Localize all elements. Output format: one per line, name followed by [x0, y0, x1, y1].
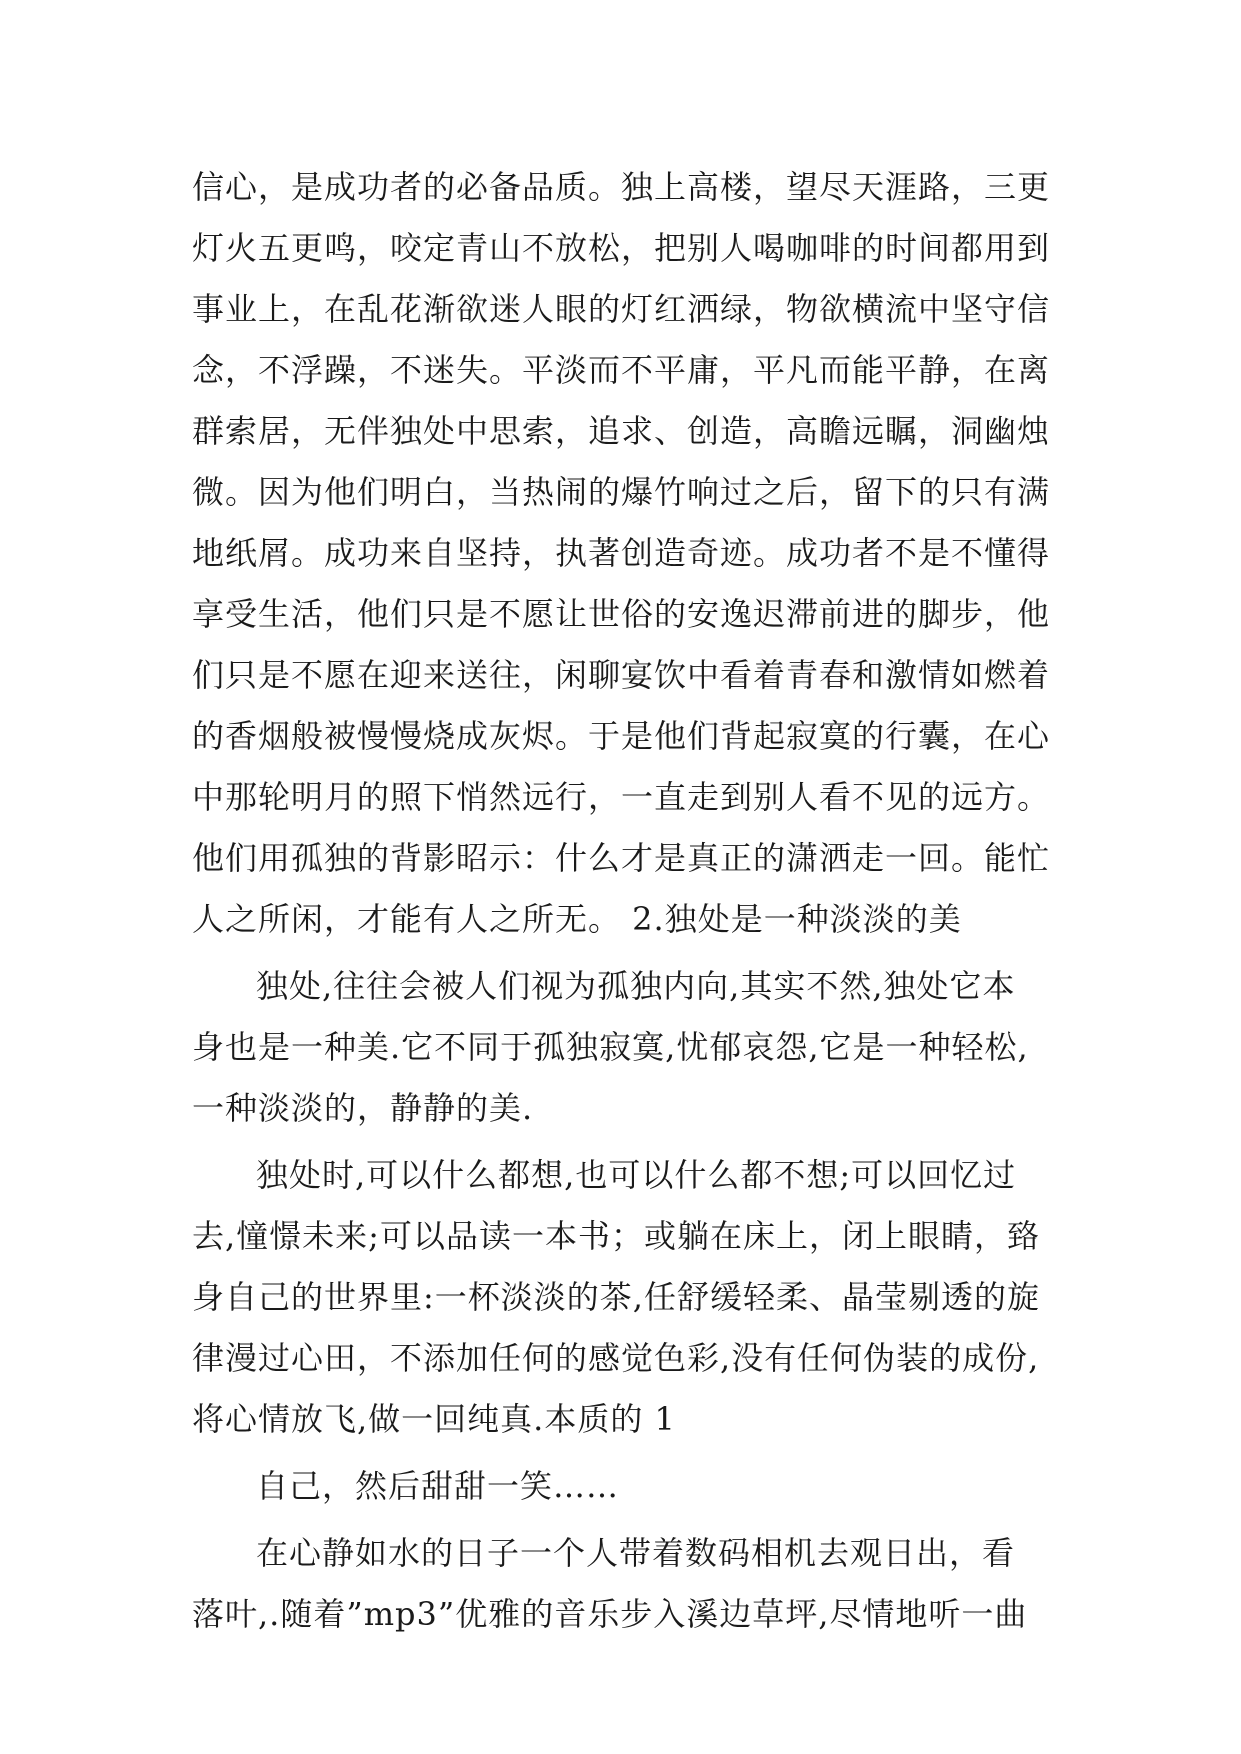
text-line: 自己，然后甜甜一笑……	[256, 1467, 620, 1505]
text-line: 在心静如水的日子一个人带着数码相机去观日出，看	[256, 1534, 1016, 1572]
text-line: 灯火五更鸣，咬定青山不放松，把别人喝咖啡的时间都用到	[192, 229, 1051, 267]
text-line: 享受生活，他们只是不愿让世俗的安逸迟滞前进的脚步，他	[192, 595, 1051, 633]
text-line: 落叶,.随着”mp3”优雅的音乐步入溪边草坪,尽情地听一曲	[192, 1595, 1028, 1633]
text-line: 去,憧憬未来;可以品读一本书；或躺在床上，闭上眼睛，臵	[192, 1217, 1040, 1255]
text-line: 身也是一种美.它不同于孤独寂寞,忧郁哀怨,它是一种轻松,	[192, 1028, 1029, 1066]
text-line: 地纸屑。成功来自坚持，执著创造奇迹。成功者不是不懂得	[192, 534, 1051, 572]
text-line: 身自己的世界里:一杯淡淡的茶,任舒缓轻柔、晶莹剔透的旋	[192, 1278, 1040, 1316]
body-text	[192, 157, 1062, 1645]
text-line: 中那轮明月的照下悄然远行，一直走到别人看不见的远方。	[192, 778, 1051, 816]
text-line: 事业上，在乱花渐欲迷人眼的灯红洒绿，物欲横流中坚守信	[192, 290, 1051, 328]
text-line: 独处,往往会被人们视为孤独内向,其实不然,独处它本	[256, 967, 1016, 1005]
text-line: 的香烟般被慢慢烧成灰烬。于是他们背起寂寞的行囊，在心	[192, 717, 1051, 755]
text-line: 人之所闲，才能有人之所无。 2.独处是一种淡淡的美	[192, 900, 962, 938]
text-line: 群索居，无伴独处中思索，追求、创造，高瞻远瞩，洞幽烛	[192, 412, 1051, 450]
text-line: 律漫过心田，不添加任何的感觉色彩,没有任何伪装的成份,	[192, 1339, 1040, 1377]
text-line: 他们用孤独的背影昭示：什么才是真正的潇洒走一回。能忙	[192, 839, 1051, 877]
text-line: 独处时,可以什么都想,也可以什么都不想;可以回忆过	[256, 1156, 1017, 1194]
text-line: 将心情放飞,做一回纯真.本质的 1	[192, 1400, 676, 1438]
text-line: 微。因为他们明白，当热闹的爆竹响过之后，留下的只有满	[192, 473, 1051, 511]
text-line: 念，不浮躁，不迷失。平淡而不平庸，平凡而能平静，在离	[192, 351, 1051, 389]
text-line: 一种淡淡的，静静的美.	[192, 1089, 534, 1127]
text-line: 信心，是成功者的必备品质。独上高楼，望尽天涯路，三更	[192, 168, 1051, 206]
text-line: 们只是不愿在迎来送往，闲聊宴饮中看着青春和激情如燃着	[192, 656, 1051, 694]
